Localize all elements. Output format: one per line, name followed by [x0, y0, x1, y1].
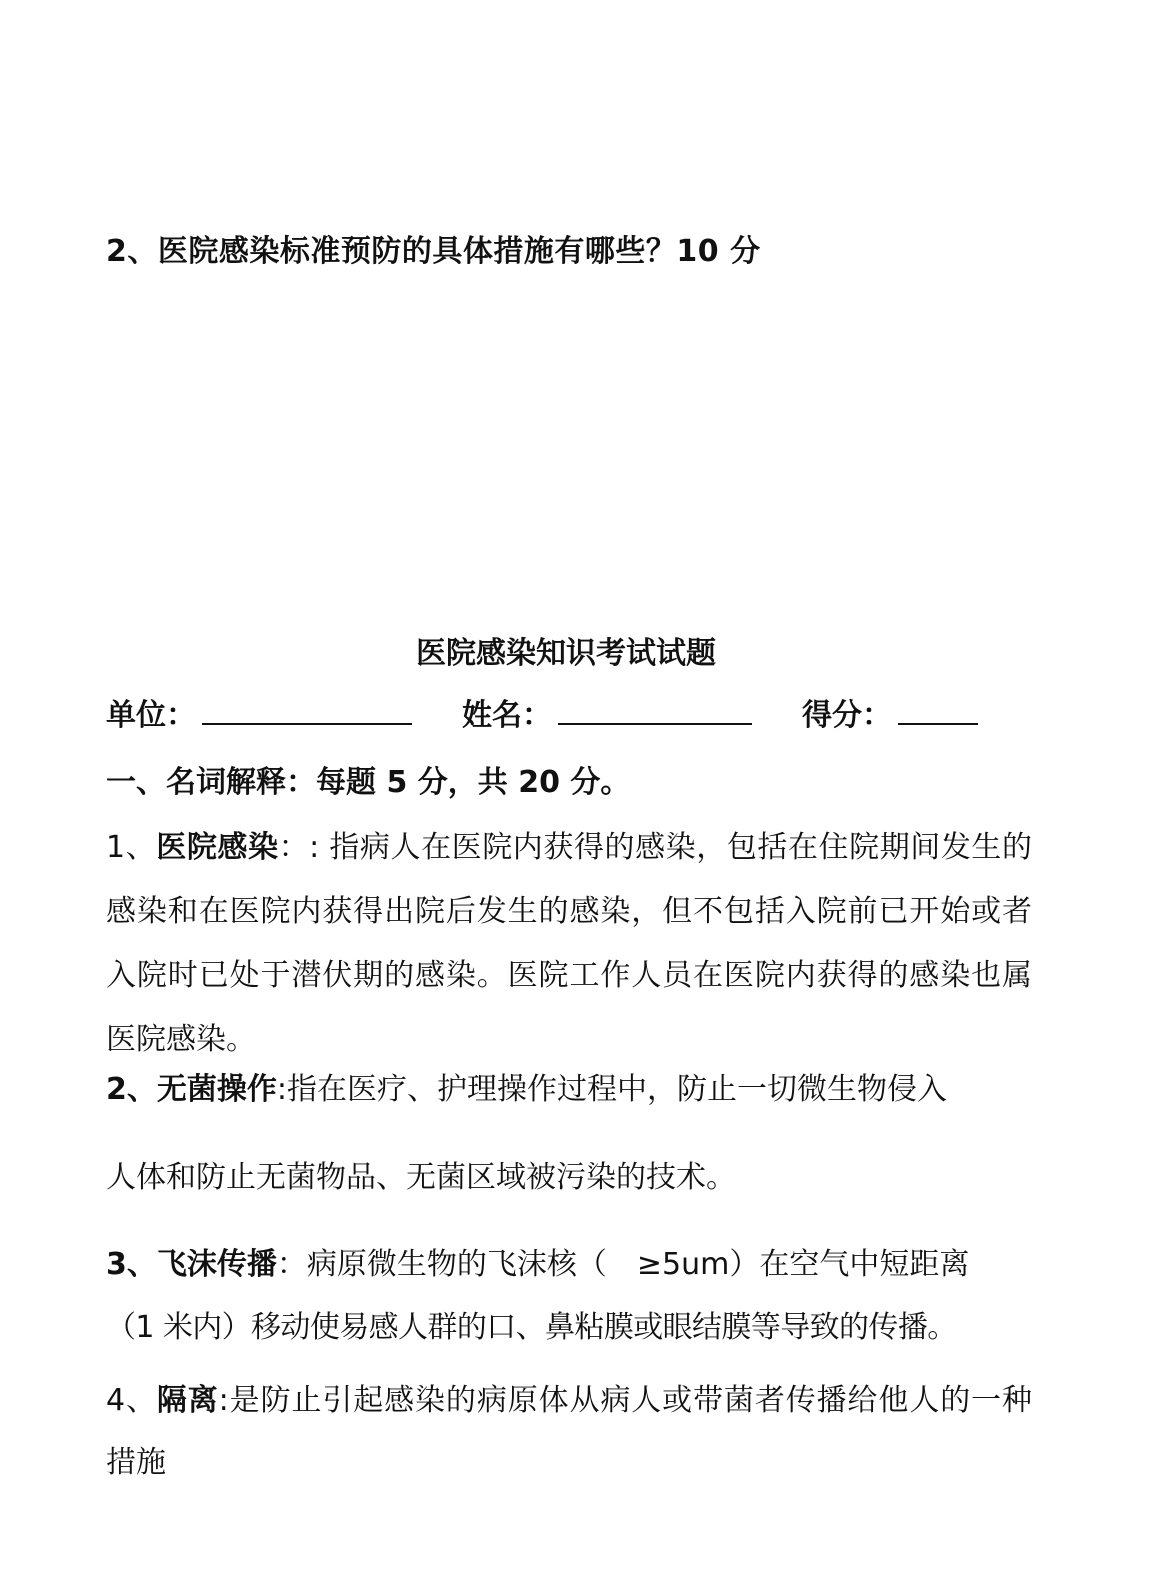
definition-number: 2、 — [106, 1072, 157, 1107]
definition-term: 飞沫传播 — [156, 1247, 277, 1282]
essay-question-2: 2、医院感染标准预防的具体措施有哪些？10 分 — [106, 234, 761, 269]
definition-text: :指在医疗、护理操作过程中，防止一切微生物侵入 — [276, 1072, 947, 1107]
unit-blank[interactable] — [202, 693, 412, 725]
unit-label: 单位： — [106, 698, 196, 733]
definition-2-continued: 人体和防止无菌物品、无菌区域被污染的技术。 — [106, 1160, 736, 1195]
score-label: 得分： — [802, 698, 892, 733]
definition-3-continued: （1 米内）移动使易感人群的口、鼻粘膜或眼结膜等导致的传播。 — [106, 1310, 957, 1345]
definition-2 — [106, 1070, 1032, 1110]
name-blank[interactable] — [558, 693, 752, 725]
score-blank[interactable] — [898, 693, 978, 725]
definition-number: 4、 — [106, 1383, 157, 1418]
definition-1 — [106, 816, 1032, 1072]
definition-4 — [106, 1370, 1032, 1494]
definition-term: 隔离 — [156, 1383, 219, 1418]
definition-number: 3、 — [106, 1247, 157, 1282]
exam-title: 医院感染知识考试试题 — [416, 636, 716, 671]
definition-text: :是防止引起感染的病原体从病人或带菌者传播给他人的一种措施 — [106, 1383, 1033, 1480]
definition-number: 1、 — [106, 830, 157, 865]
exam-info-row — [106, 690, 978, 734]
section-1-heading: 一、名词解释：每题 5 分，共 20 分。 — [106, 765, 631, 800]
definition-term: 无菌操作 — [156, 1072, 277, 1107]
definition-text: ：: 指病人在医院内获得的感染，包括在住院期间发生的感染和在医院内获得出院后发生的感染，但不包括入院前已开始或者入院时已处于潜伏期的感染。医院工作人员在医院内获得的感染也属医院感染。 — [106, 830, 1033, 1057]
definition-text: ：病原微生物的飞沫核（ ≥5um）在空气中短距离 — [276, 1247, 970, 1282]
name-label: 姓名： — [462, 698, 552, 733]
definition-term: 医院感染 — [156, 830, 279, 865]
definition-3 — [106, 1245, 1032, 1285]
